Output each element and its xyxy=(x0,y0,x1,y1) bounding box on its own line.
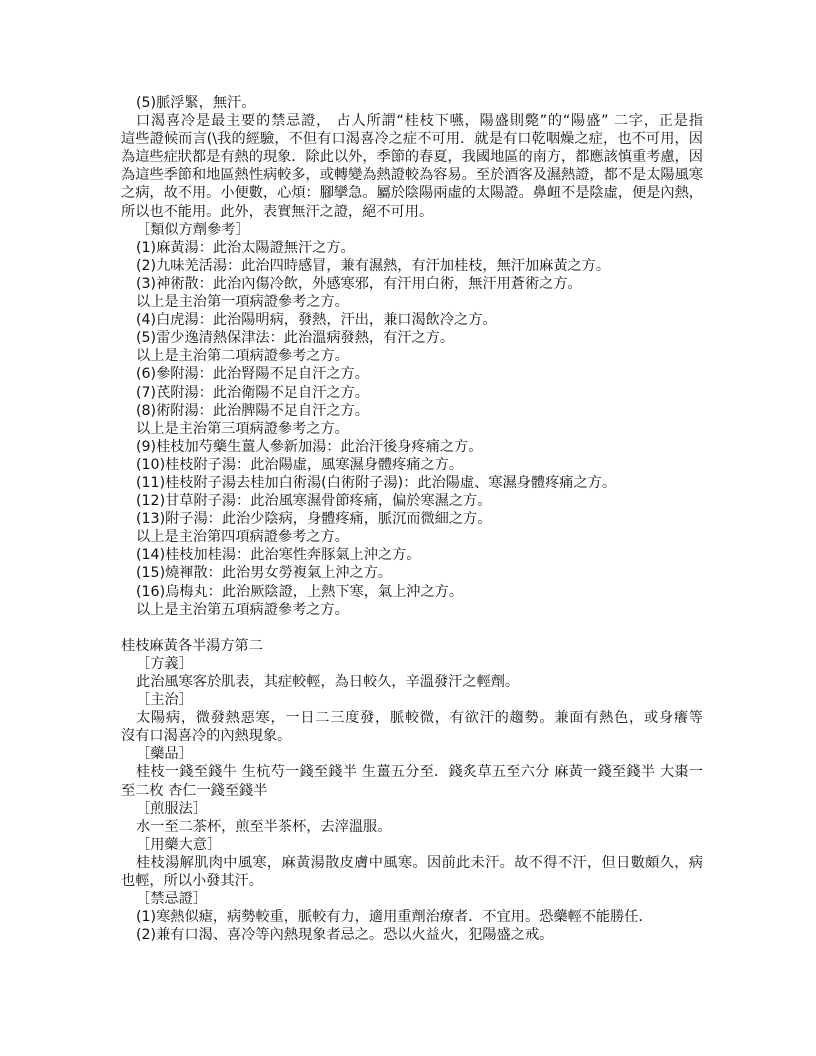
text-line: (13)附子湯：此治少陰病，身體疼痛，脈沉而微細之方。 xyxy=(136,511,492,528)
text-line: (12)甘草附子湯：此治風寒濕骨節疼痛，偏於寒濕之方。 xyxy=(136,493,492,510)
text-line: (8)術附湯：此治脾陽不足自汗之方。 xyxy=(136,402,369,419)
text-line: ［禁忌證］ xyxy=(136,891,207,908)
text-line: (14)桂枝加桂湯：此治寒性奔豚氣上沖之方。 xyxy=(136,547,421,564)
text-line: 水一至二茶杯，煎至半茶杯，去滓溫服。 xyxy=(136,818,392,835)
text-line: (9)桂枝加芍藥生薑人參新加湯：此治汗後身疼痛之方。 xyxy=(136,438,483,455)
section-heading: 桂枝麻黃各半湯方第二 xyxy=(121,637,263,654)
text-line: (5)雷少逸清熱保津法：此治溫病發熱，有汗之方。 xyxy=(136,330,455,347)
text-line: ［主治］ xyxy=(136,692,193,709)
text-line: 以上是主治第五項病證參考之方。 xyxy=(136,601,349,618)
text-line: ［方義］ xyxy=(136,655,193,672)
text-line: (6)參附湯：此治腎陽不足自汗之方。 xyxy=(136,366,369,383)
text-line: ［煎服法］ xyxy=(136,800,207,817)
text-line: 桂枝湯解肌肉中風寒，麻黃湯散皮膚中風寒。因前此未汗。故不得不汗，但日數頗久，病 xyxy=(136,854,703,871)
text-line: 以上是主治第二項病證參考之方。 xyxy=(136,348,349,365)
text-line: 所以也不能用。此外，表實無汗之證，絕不可用。 xyxy=(121,203,434,220)
text-line: 桂枝一錢至錢牛 生杭芍一錢至錢半 生薑五分至．錢炙草五至六分 麻黃一錢至錢半 大棗一 xyxy=(136,764,703,781)
text-line: (11)桂枝附子湯去桂加白術湯(白術附子湯)：此治陽虛、寒濕身體疼痛之方。 xyxy=(136,474,617,491)
text-line: 為這些症狀都是有熱的現象．除此以外，季節的春夏，我國地區的南方，都應該慎重考慮，因 xyxy=(121,149,703,166)
text-line: (15)燒褌散：此治男女勞複氣上沖之方。 xyxy=(136,565,393,582)
text-line: (4)白虎湯：此治陽明病，發熱，汗出，兼口渴飲冷之方。 xyxy=(136,312,497,329)
text-line: 為這些季節和地區熱性病較多，或轉變為熱證較為容易。至於酒客及濕熱證，都不是太陽風寒 xyxy=(121,167,703,184)
text-line: (3)神術散：此治內傷冷飲，外感寒邪，有汗用白術，無汗用蒼術之方。 xyxy=(136,275,582,292)
text-line: (1)麻黃湯：此治太陽證無汗之方。 xyxy=(136,239,355,256)
text-line: 此治風寒客於肌表，其症較輕，為日較久，辛溫發汗之輕劑。 xyxy=(136,674,520,690)
text-line: (2)九味羌活湯：此治四時感冒，兼有濕熱，有汗加桂枝，無汗加麻黃之方。 xyxy=(136,257,611,274)
text-line: 沒有口渴喜冷的內熱現象。 xyxy=(121,728,292,745)
document-page xyxy=(121,94,703,944)
text-line: 以上是主治第一項病證參考之方。 xyxy=(136,294,349,311)
text-line: 以上是主治第四項病證參考之方。 xyxy=(136,529,349,546)
text-line: 太陽病，微發熱惡寒，一日二三度發，脈較微，有欲汗的趨勢。兼面有熱色，或身癢等 xyxy=(136,710,703,727)
text-line: (5)脈浮緊，無汗。 xyxy=(136,95,256,111)
text-line: ［藥品］ xyxy=(136,746,193,763)
text-line: 也輕，所以小發其汗。 xyxy=(121,873,263,890)
text-line: 之病，故不用。小便數，心煩：腳攣急。屬於陰陽兩虛的太陽證。鼻衄不是陰虛，便是內熱， xyxy=(121,185,703,202)
text-line: (2)兼有口渴、喜冷等內熱現象者忌之。恐以火益火，犯陽盛之戒。 xyxy=(136,927,554,944)
text-line: 口渴喜冷是最主要的禁忌證， 占人所謂“桂枝下嚥，陽盛則斃”的“陽盛” 二字，正是指 xyxy=(136,113,703,130)
text-line: (1)寒熱似瘧，病勢較重，脈較有力，適用重劑治療者．不宜用。恐藥輕不能勝任． xyxy=(136,909,653,926)
text-line: 這些證候而言(\我的經驗，不但有口渴喜冷之症不可用．就是有口乾咽燥之症，也不可用，因 xyxy=(121,131,703,148)
text-line: ［類似方劑參考］ xyxy=(136,221,250,238)
text-line: (7)芪附湯：此治衛陽不足自汗之方。 xyxy=(136,384,369,401)
text-line: 至二枚 杏仁一錢至錢半 xyxy=(121,782,268,799)
text-line: 以上是主治第三項病證參考之方。 xyxy=(136,420,349,437)
text-line: (10)桂枝附子湯：此治陽虛，風寒濕身體疼痛之方。 xyxy=(136,456,464,473)
text-line: ［用藥大意］ xyxy=(136,836,222,853)
blank-line xyxy=(121,619,703,637)
text-line: (16)烏梅丸：此治厥陰證，上熱下寒，氣上沖之方。 xyxy=(136,583,464,600)
